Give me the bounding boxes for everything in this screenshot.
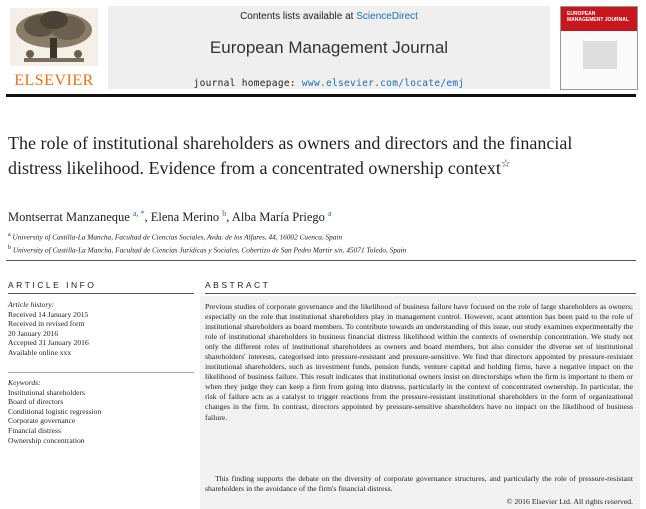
keyword-item: Conditional logistic regression [8, 406, 102, 416]
keyword-item: Institutional shareholders [8, 387, 85, 397]
header-rule [6, 94, 636, 97]
keyword-item: Financial distress [8, 425, 61, 435]
publisher-wordmark: ELSEVIER [14, 72, 94, 89]
affiliation-mark: a [8, 232, 11, 238]
keyword-item: Board of directors [8, 397, 64, 407]
journal-cover-thumbnail[interactable] [560, 6, 638, 90]
keywords [8, 378, 194, 445]
section-divider [6, 260, 636, 261]
author-affiliation-mark[interactable]: a, * [132, 209, 145, 218]
journal-title[interactable]: European Management Journal [209, 38, 449, 57]
affiliation-text: University of Castilla-La Mancha, Facultad de Ciencias Sociales, Avda. de los Alfares, 44, 16002 Cuenca, Spain [12, 232, 343, 242]
affiliation-item [8, 243, 638, 256]
author-name[interactable]: Elena Merino [150, 210, 220, 225]
article-title-text: The role of institutional shareholders as owners and directors and the financial distress likelihood. Evidence from a concentrated ownership context [8, 133, 573, 178]
affiliation-mark: b [8, 244, 11, 251]
author-affiliation-mark[interactable]: b [222, 209, 227, 218]
history-item: Available online xxx [8, 347, 72, 357]
abstract-rule [205, 293, 636, 294]
contents-line [108, 11, 550, 22]
history-label: Article history: [8, 300, 55, 309]
article-title [8, 133, 608, 179]
journal-homepage-link[interactable]: www.elsevier.com/locate/emj [301, 78, 465, 89]
abstract-heading: ABSTRACT [205, 280, 271, 290]
author-name[interactable]: Alba María Priego [231, 210, 325, 225]
author-list: Montserrat Manzaneque $^{a, *}$, Elena Merino $^b$, Alba María Priego $^a$ [8, 209, 332, 225]
article-info-rule [8, 293, 194, 294]
copyright-notice: © 2016 Elsevier Ltd. All rights reserved. [506, 497, 633, 506]
keywords-label: Keywords: [8, 378, 41, 387]
sciencedirect-link[interactable]: ScienceDirect [356, 11, 418, 22]
history-item: Received in revised form [8, 319, 85, 329]
contents-prefix: Contents lists available at [240, 11, 357, 22]
keyword-item: Ownership concentration [8, 435, 85, 445]
title-footnote-mark[interactable]: ☆ [500, 158, 511, 170]
abstract-paragraph: Previous studies of corporate governance and the likelihood of business failure have focused on the role of large shareholders as owners; especially on the role that institutional shareholders play in management control. However, scant attention has been paid to the role of institutional shareholders as board members. To contribute towards an understanding of this issue, our study examines experimentally the role of institutional shareholders in business financial distress likelihood within the contexts of ownership concentration. We study not only the different roles of institutional shareholders as owners and board members, but also consider the diverse set of institutional shareholders' interests, categorised into pressure-resistant and pressure-sensitive. We find that directors appointed by pressure-resistant institutional shareholders, such as investment funds, pension funds, venture capital and holding firms, have a negative impact on the likelihood of business failure. This result indicates that institutional owners insist on directorships when the firm is important to them or when they judge they can keep a firm from going into distress, particularly in the context of concentrated ownership. In particular, the risk of failure acts as a catalyst to trigger reactions from the pressure-resistant institutional shareholders in the form of organizational changes in the firm. In contrast, directors appointed by pressure-sensitive shareholders have no impact on the likelihood of business failure. [205, 302, 633, 422]
cover-image [583, 41, 617, 69]
author-affiliation-mark[interactable]: a [328, 209, 332, 218]
affiliation-item [8, 230, 638, 243]
author-name[interactable]: Montserrat Manzaneque [8, 210, 130, 225]
homepage-prefix: journal homepage: [193, 78, 302, 89]
homepage-line [108, 78, 550, 89]
affiliations [8, 230, 638, 256]
history-item: 20 January 2016 [8, 328, 59, 338]
history-item: Received 14 January 2015 [8, 309, 89, 319]
article-info-heading: ARTICLE INFO [8, 280, 97, 290]
article-history [8, 300, 194, 358]
cover-title: EUROPEAN MANAGEMENT JOURNAL [567, 11, 629, 23]
history-item: Accepted 31 January 2016 [8, 338, 89, 348]
affiliation-text: University of Castilla-La Mancha, Facultad de Ciencias Jurídicas y Sociales, Cobertizo de San Pedro Martir s/n, 45071 Toledo, Spain [12, 245, 407, 255]
keyword-item: Corporate governance [8, 416, 76, 426]
keywords-rule [8, 372, 194, 373]
abstract-paragraph: This finding supports the debate on the diversity of corporate governance structures, and particularly the role of pressure-resistant shareholders in the avoidance of the firm's financial distress. [205, 474, 633, 494]
tree-icon [10, 8, 98, 66]
